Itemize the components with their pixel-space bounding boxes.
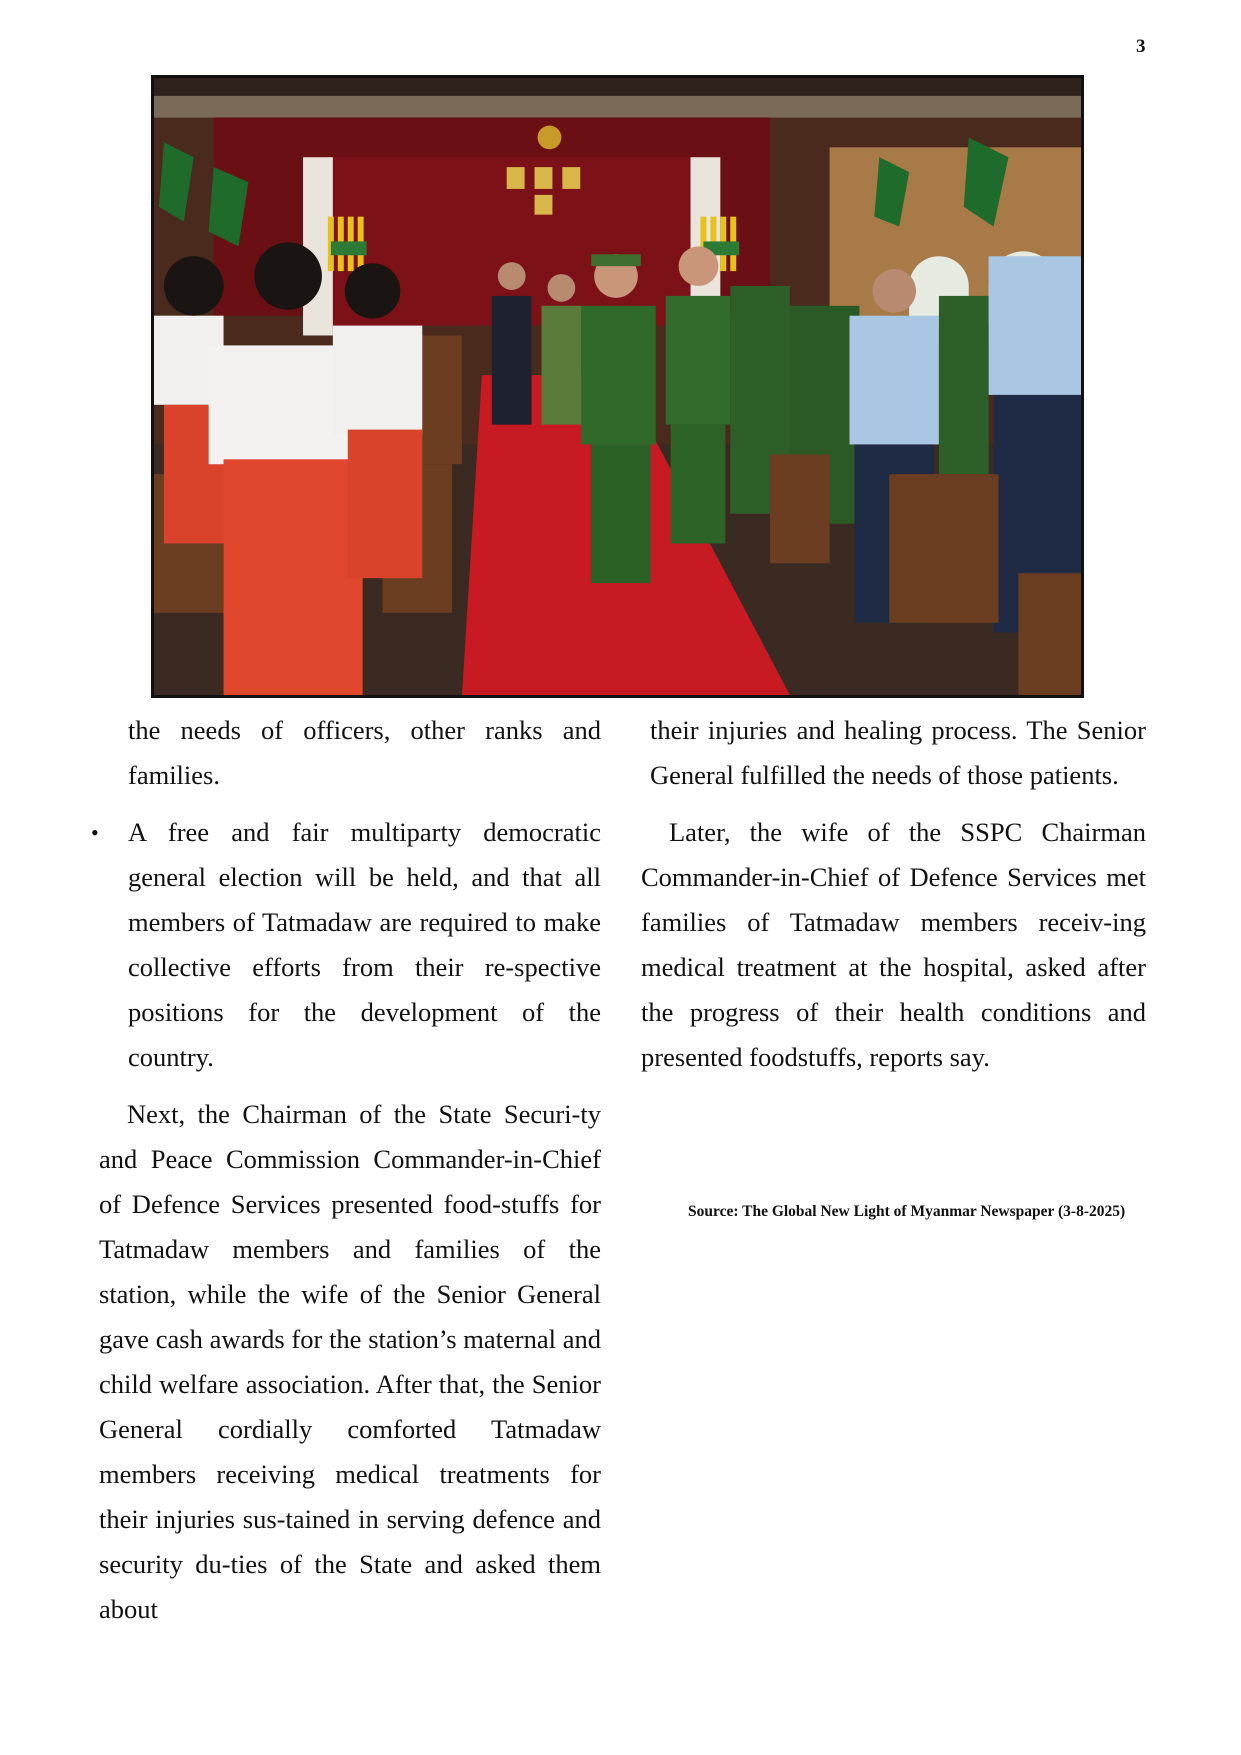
news-photo <box>151 75 1084 698</box>
page-number: 3 <box>1136 36 1146 57</box>
left-continuation-text: the needs of officers, other ranks and families. <box>128 715 601 790</box>
right-column <box>641 708 1146 1080</box>
photo-image <box>154 78 1081 695</box>
left-paragraph: Next, the Chairman of the State Securi-ty and Peace Commission Commander-in-Chief of Defence Services presented food-stuffs for Tatmadaw members and families of the station, while the wife of the Senior General gave cash awards for the station’s maternal and child welfare association. After that, the Senior General cordially comforted Tatmadaw members receiving medical treatments for their injuries sus-tained in serving defence and security du-ties of the State and asked them about <box>99 1099 601 1624</box>
right-continuation-text: their injuries and healing process. The Senior General fulfilled the needs of those patients. <box>650 715 1146 790</box>
bullet-icon: • <box>91 820 99 845</box>
left-column <box>91 708 601 1632</box>
source-credit: Source: The Global New Light of Myanmar Newspaper (3-8-2025) <box>688 1203 1126 1220</box>
bullet-list-item <box>91 810 601 1080</box>
bullet-text: A free and fair multiparty democratic general election will be held, and that all members of Tatmadaw are required to make collective efforts from their re-spective positions for the development of the country. <box>128 817 601 1072</box>
right-paragraph: Later, the wife of the SSPC Chairman Commander-in-Chief of Defence Services met families of Tatmadaw members receiv-ing medical treatment at the hospital, asked after the progress of their health conditions and presented foodstuffs, reports say. <box>641 817 1146 1072</box>
